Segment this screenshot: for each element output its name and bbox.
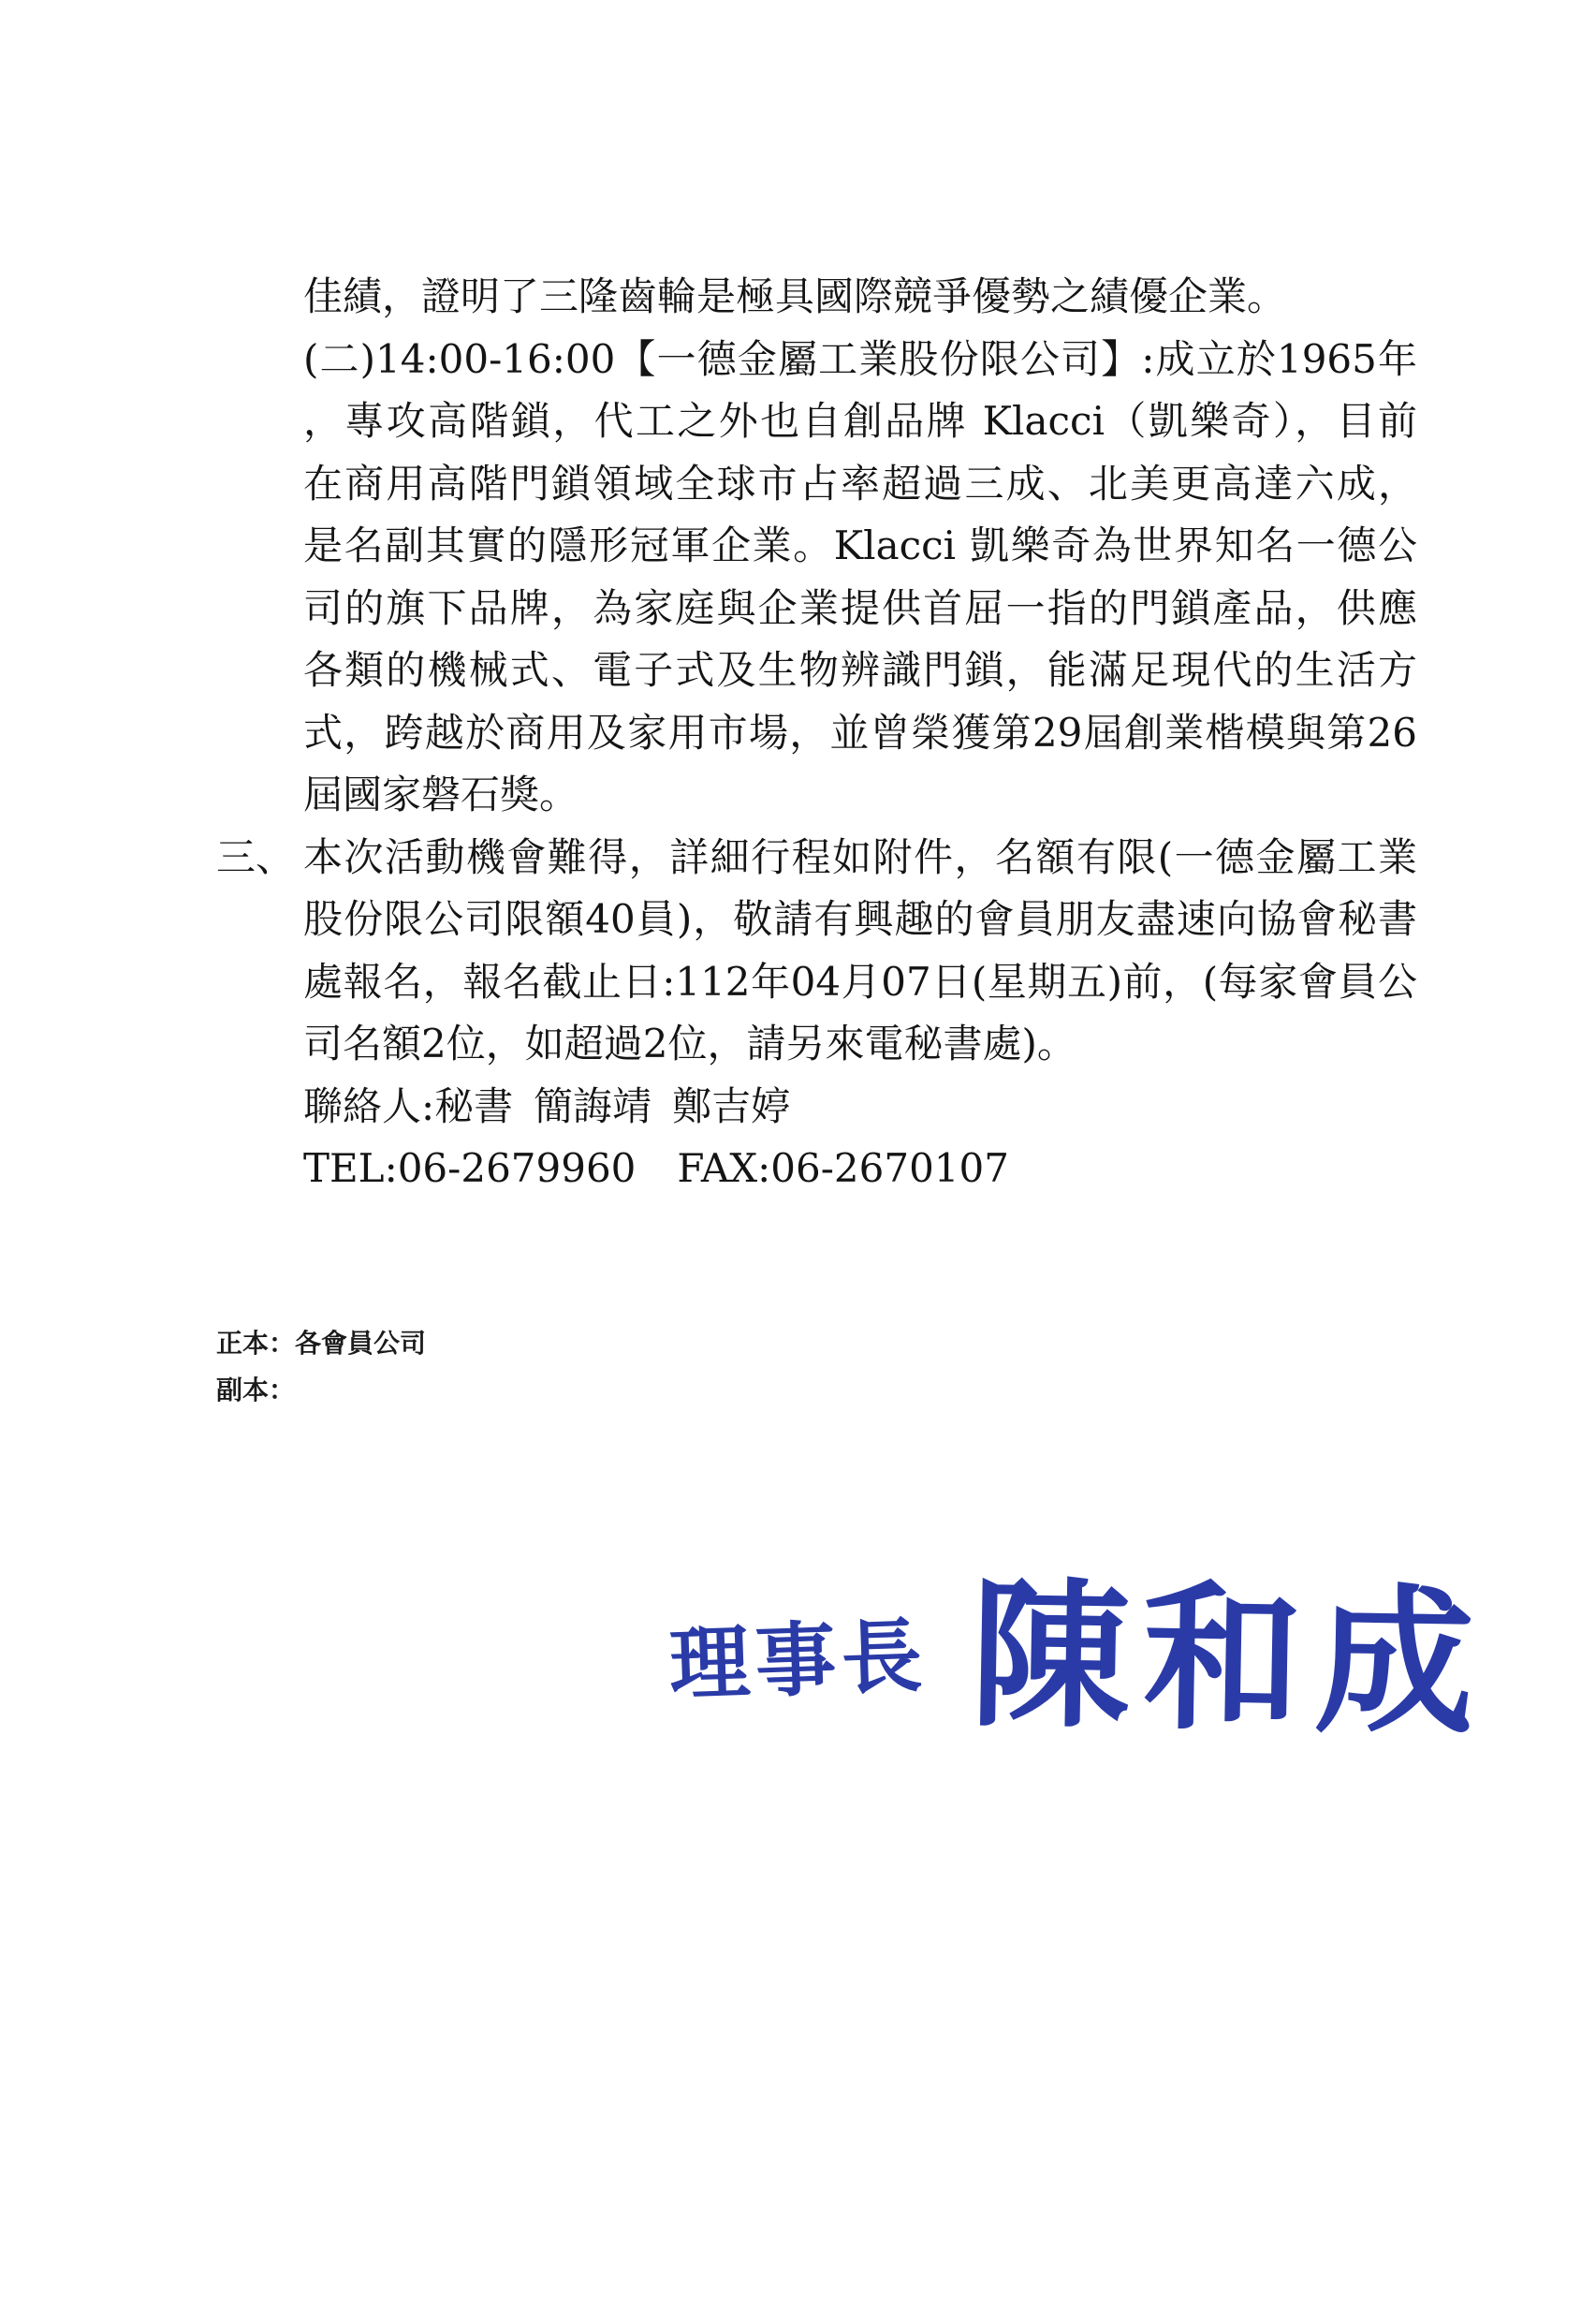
- item-three-section: [216, 827, 1417, 1200]
- body-line: 各類的機械式、電子式及生物辨識門鎖，能滿足現代的生活方: [303, 647, 1417, 693]
- body-line: ，專攻高階鎖，代工之外也自創品牌 Klacci（凱樂奇），目前: [303, 398, 1417, 444]
- contact-name: 簡誨靖: [534, 1082, 652, 1129]
- original-recipient: [216, 1320, 426, 1367]
- body-line: 在商用高階門鎖領域全球市占率超過三成、北美更高達六成，: [303, 460, 1417, 507]
- item-three-marker: 三、: [216, 833, 296, 880]
- tel-number: TEL:06-2679960: [303, 1145, 637, 1191]
- item-two-section: [303, 266, 1417, 827]
- contact-label: 聯絡人:秘書: [303, 1082, 514, 1129]
- body-line: 式，跨越於商用及家用市場，並曾榮獲第29屆創業楷模與第26: [303, 709, 1417, 756]
- body-line: 本次活動機會難得，詳細行程如附件，名額有限(一德金屬工業: [303, 833, 1417, 880]
- body-line: (二)14:00-16:00【一德金屬工業股份限公司】:成立於1965年: [303, 335, 1417, 382]
- body-line: 處報名，報名截止日:112年04月07日(星期五)前，(每家會員公: [303, 958, 1417, 1005]
- fax-number: FAX:06-2670107: [677, 1145, 1009, 1191]
- signature-title: 理事長: [667, 1609, 930, 1713]
- body-line: 司的旗下品牌，為家庭與企業提供首屈一指的門鎖產品，供應: [303, 584, 1417, 631]
- original-value: 各會員公司: [295, 1328, 427, 1359]
- body-line: 司名額2位，如超過2位，請另來電秘書處)。: [303, 1021, 1076, 1066]
- body-line: 佳績，證明了三隆齒輪是極具國際競爭優勢之績優企業。: [303, 273, 1287, 319]
- distribution-list: [216, 1320, 426, 1414]
- contact-name: 鄭吉婷: [672, 1082, 791, 1129]
- body-line: 屆國家磐石獎。: [303, 772, 579, 817]
- contact-phone-line: [303, 1138, 1417, 1200]
- original-label: 正本：: [216, 1328, 296, 1359]
- body-line: 股份限公司限額40員)，敬請有興趣的會員朋友盡速向協會秘書: [303, 896, 1417, 942]
- signature-name: 陳和成: [969, 1561, 1489, 1758]
- copy-recipient: [216, 1367, 426, 1414]
- chairman-signature-stamp: [667, 1561, 1512, 1762]
- copy-label: 副本：: [216, 1375, 296, 1405]
- letter-body: [216, 266, 1417, 1200]
- contact-person-line: [303, 1076, 1417, 1139]
- body-line: 是名副其實的隱形冠軍企業。Klacci 凱樂奇為世界知名一德公: [303, 522, 1417, 568]
